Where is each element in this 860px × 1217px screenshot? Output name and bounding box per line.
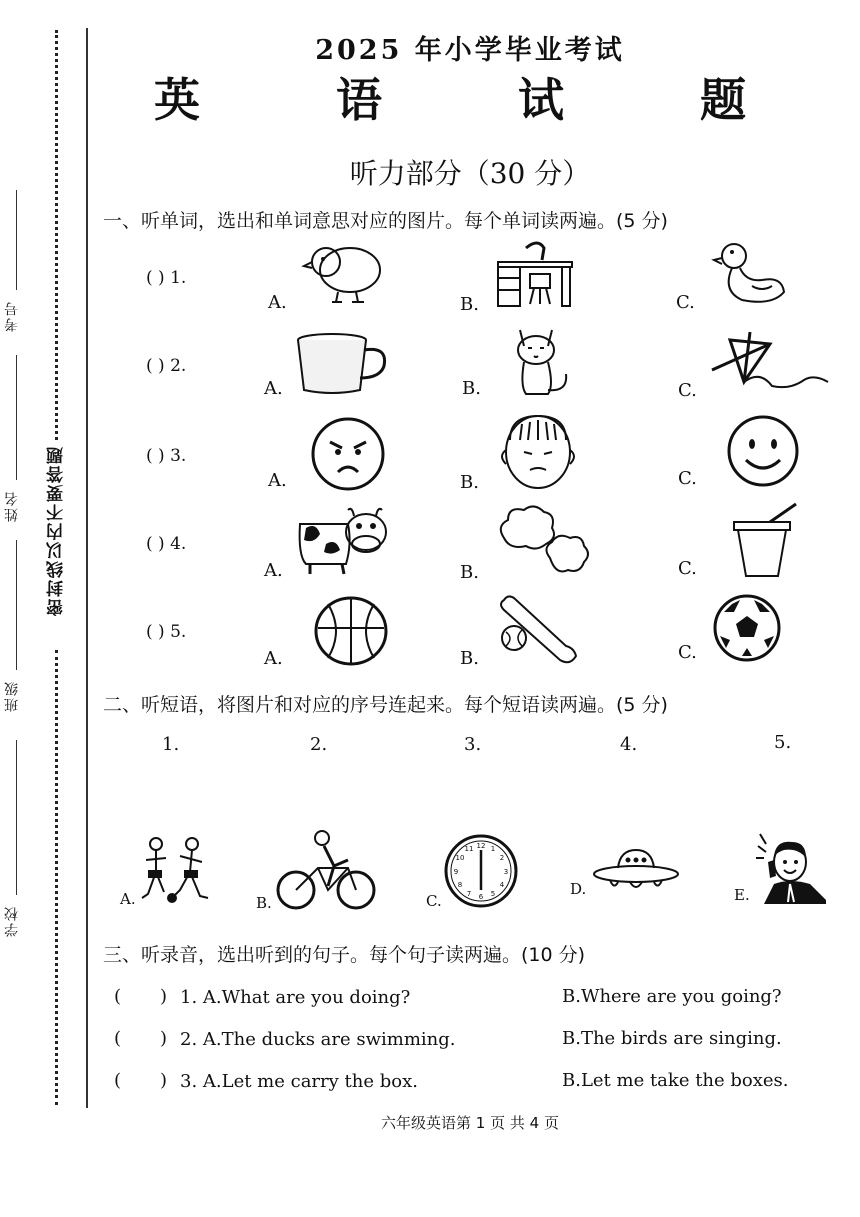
desk-chair-icon [496, 238, 576, 308]
baseball-bat-icon [496, 594, 580, 666]
answer-bracket-close: ) [160, 1028, 168, 1049]
section3-heading: 三、听录音，选出听到的句子。每个句子读两遍。(10 分) [103, 944, 586, 966]
class-line [16, 540, 17, 670]
name-line [16, 355, 17, 480]
svg-text:9: 9 [453, 868, 459, 876]
picture-label: A. [120, 890, 136, 908]
sentence-b: B.Where are you going? [562, 986, 782, 1007]
match-number: 3. [464, 734, 482, 755]
angry-face-icon [310, 416, 386, 492]
option-c: C. [676, 292, 695, 313]
chick-icon [298, 240, 388, 305]
page-footer: 六年级英语第 1 页 共 4 页 [381, 1114, 559, 1132]
match-number: 1. [162, 734, 180, 755]
match-number: 2. [310, 734, 328, 755]
school-label: 学校 [4, 905, 20, 937]
answer-bracket-close: ) [160, 1070, 168, 1091]
cyclist-icon [274, 830, 378, 910]
seal-warning: 密封线以内不要答题 [47, 445, 67, 616]
option-b: B. [460, 562, 479, 583]
svg-text:7: 7 [466, 890, 472, 898]
question-label: ( ) 5. [146, 622, 187, 642]
option-a: A. [268, 470, 287, 491]
svg-text:10: 10 [455, 854, 465, 862]
school-line [16, 740, 17, 895]
answer-bracket: ( [114, 1028, 122, 1049]
picture-label: B. [256, 894, 272, 912]
cup-icon [296, 332, 391, 397]
sentence-a: 3. A.Let me carry the box. [180, 1071, 418, 1092]
cat-icon [512, 326, 574, 398]
option-b: B. [460, 294, 479, 315]
name-label: 姓名 [4, 490, 20, 522]
question-label: ( ) 4. [146, 534, 187, 554]
match-number: 4. [620, 734, 638, 755]
part-title: 听力部分（30 分） [349, 157, 591, 190]
exam-title: 2025 年小学毕业考试 [315, 35, 625, 66]
picture-label: E. [734, 886, 750, 904]
subject-title: 英 语 试 题 [153, 73, 807, 127]
svg-text:8: 8 [457, 881, 463, 889]
option-b: B. [462, 378, 481, 399]
worried-face-icon [496, 410, 580, 490]
svg-text:6: 6 [478, 893, 484, 901]
sentence-b: B.Let me take the boxes. [562, 1070, 789, 1091]
option-c: C. [678, 468, 697, 489]
svg-text:2: 2 [499, 854, 505, 862]
svg-text:1: 1 [490, 845, 496, 853]
section2-heading: 二、听短语，将图片和对应的序号连起来。每个短语读两遍。(5 分) [103, 694, 668, 716]
sentence-b: B.The birds are singing. [562, 1028, 782, 1049]
option-c: C. [678, 380, 697, 401]
kite-icon [710, 330, 830, 390]
option-b: B. [460, 648, 479, 669]
ufo-icon [590, 846, 680, 894]
svg-text:12: 12 [476, 842, 486, 850]
football-players-icon [134, 832, 216, 906]
answer-bracket: ( [114, 1070, 122, 1091]
option-b: B. [460, 472, 479, 493]
answer-bracket: ( [114, 986, 122, 1007]
duck-icon [712, 236, 792, 308]
svg-text:3: 3 [503, 868, 509, 876]
basketball-icon [314, 596, 388, 666]
question-label: ( ) 2. [146, 356, 187, 376]
answer-bracket-close: ) [160, 986, 168, 1007]
svg-text:4: 4 [499, 881, 505, 889]
option-a: A. [264, 648, 283, 669]
option-c: C. [678, 558, 697, 579]
sentence-a: 2. A.The ducks are swimming. [180, 1029, 456, 1050]
clouds-icon [496, 502, 592, 578]
question-label: ( ) 3. [146, 446, 187, 466]
class-label: 班级 [4, 680, 20, 712]
option-a: A. [264, 378, 283, 399]
option-a: A. [264, 560, 283, 581]
cow-icon [296, 504, 392, 576]
option-a: A. [268, 292, 287, 313]
picture-label: D. [570, 880, 587, 898]
picture-label: C. [426, 892, 442, 910]
drink-cup-icon [730, 502, 800, 578]
seal-dotted-line-bottom [55, 650, 58, 1105]
smiley-face-icon [726, 414, 800, 488]
clock-icon [444, 834, 518, 908]
svg-text:5: 5 [490, 890, 496, 898]
question-label: ( ) 1. [146, 268, 187, 288]
match-number: 5. [774, 732, 792, 753]
option-c: C. [678, 642, 697, 663]
phone-call-icon [754, 830, 828, 904]
exam-number-label: 考号 [4, 300, 20, 332]
svg-text:11: 11 [464, 845, 474, 853]
section1-heading: 一、听单词，选出和单词意思对应的图片。每个单词读两遍。(5 分) [103, 210, 668, 232]
soccer-ball-icon [712, 594, 782, 662]
sentence-a: 1. A.What are you doing? [180, 987, 411, 1008]
exam-number-line [16, 190, 17, 290]
